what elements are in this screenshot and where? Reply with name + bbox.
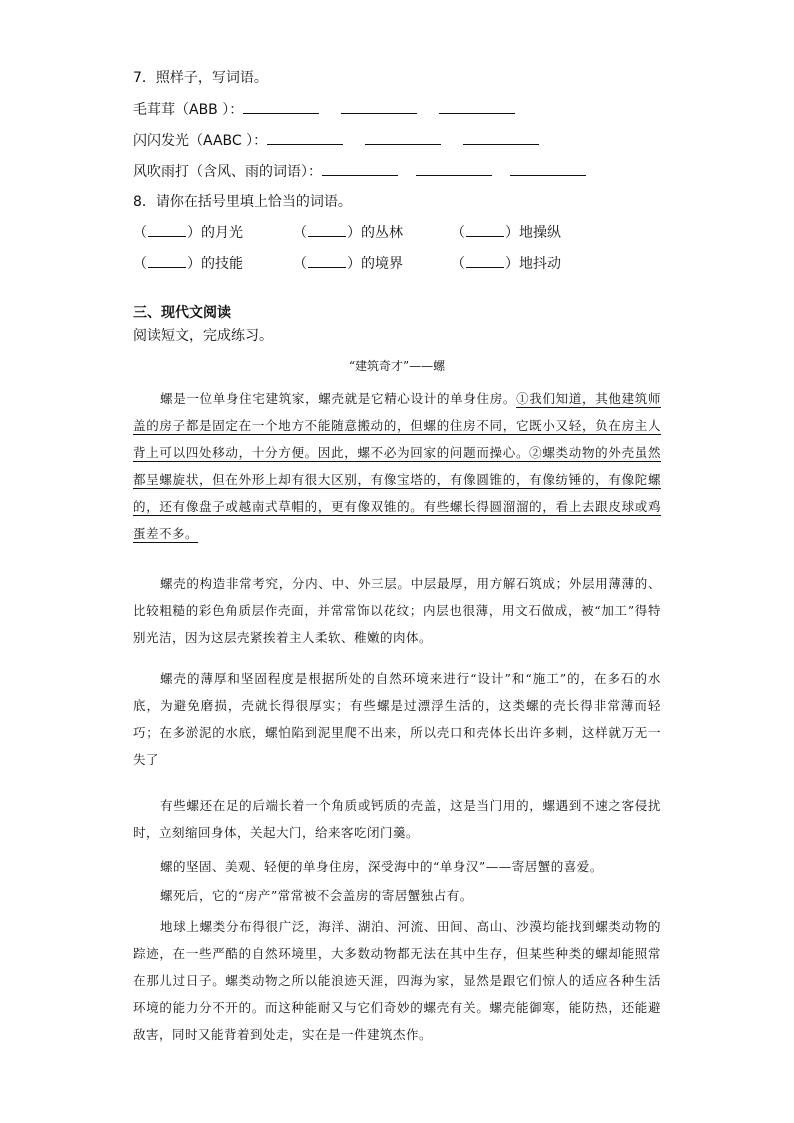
q7-row-label: 闪闪发光（AABC ）： — [133, 133, 268, 149]
article-paragraph-7: 地球上螺类分布得很广泛，海洋、湖泊、河流、田间、高山、沙漠均能找到螺类动物的踪迹，在一些严酷的自然环境里，大多数动物都无法在其中生存，但某些种类的螺却能照常在那儿过日子。螺类动物之所以能浪迹天涯，四海为家，显然是跟它们惊人的适应各种生活环境的能力分不开的。而这种能耐又与它们奇妙的螺壳有关。螺壳能御寒，能防热，还能避敌害，同时又能背着到处走，实在是一件建筑杰作。 — [133, 919, 661, 1042]
q8-item: （ ）的境界 — [293, 256, 403, 272]
article-paragraph-2: 螺壳的构造非常考究，分内、中、外三层。中层最厚，用方解石筑成；外层用薄薄的、比较粗糙的彩色角质层作壳面，并常常饰以花纹；内层也很薄，用文石做成，被“加工”得特别光洁，因为这层壳紧挨着主人柔软、稚嫩的肉体。 — [133, 576, 661, 645]
paren-blank[interactable] — [308, 223, 346, 237]
underlined-passage: ①我们知道，其他建筑师盖的房子都是固定在一个地方不能随意搬动的，但螺的住房不同，它既小又轻，负在房主人背上可以四处移动，十分方便。因此，螺不必为回家的问题而操心。②螺类动物的外壳虽然都呈螺旋状，但在外形上却有很大区别，有像宝塔的，有像圆锥的，有像纺锤的，有像陀螺的，还有像盘子或越南式草帽的，更有像双锥的。有些螺长得圆溜溜的，看上去跟皮球或鸡蛋差不多。 — [133, 391, 661, 541]
q8-item: （ ）的技能 — [133, 256, 243, 272]
q8-item: （ ）地操纵 — [451, 225, 561, 241]
paren-blank[interactable] — [466, 223, 504, 237]
q7-title: 7．照样子，写词语。 — [133, 70, 268, 86]
answer-blank[interactable] — [243, 99, 319, 114]
paren-blank[interactable] — [466, 254, 504, 268]
q7-row-wind-rain — [133, 161, 586, 182]
q8-title: 8．请你在括号里填上恰当的词语。 — [133, 194, 352, 210]
answer-blank[interactable] — [267, 130, 343, 145]
section-instruction: 阅读短文，完成练习。 — [133, 328, 273, 344]
q8-item: （ ）的丛林 — [293, 225, 403, 241]
q7-row-aabc — [133, 130, 539, 151]
answer-blank[interactable] — [510, 161, 586, 176]
paren-blank[interactable] — [148, 254, 186, 268]
q8-item: （ ）地抖动 — [451, 256, 561, 272]
answer-blank[interactable] — [439, 99, 515, 114]
q7-row-label: 风吹雨打（含风、雨的词语）： — [133, 164, 322, 180]
paren-blank[interactable] — [308, 254, 346, 268]
answer-blank[interactable] — [341, 99, 417, 114]
section-title: 三、现代文阅读 — [133, 305, 231, 321]
answer-blank[interactable] — [463, 130, 539, 145]
q7-row-abb — [133, 99, 515, 120]
q8-item: （ ）的月光 — [133, 225, 243, 241]
article-paragraph-1: 螺是一位单身住宅建筑家，螺壳就是它精心设计的单身住房。①我们知道，其他建筑师盖的房子都是固定在一个地方不能随意搬动的，但螺的住房不同，它既小又轻，负在房主人背上可以四处移动，十分方便。因此，螺不必为回家的问题而操心。②螺类动物的外壳虽然都呈螺旋状，但在外形上却有很大区别，有像宝塔的，有像圆锥的，有像纺锤的，有像陀螺的，还有像盘子或越南式草帽的，更有像双锥的。有些螺长得圆溜溜的，看上去跟皮球或鸡蛋差不多。 — [133, 391, 661, 541]
article-paragraph-6: 螺死后，它的“房产”常常被不会盖房的寄居蟹独占有。 — [160, 888, 473, 903]
answer-blank[interactable] — [365, 130, 441, 145]
answer-blank[interactable] — [322, 161, 398, 176]
q7-row-label: 毛茸茸（ABB ）： — [133, 102, 244, 118]
article-paragraph-4: 有些螺还在足的后端长着一个角质或钙质的壳盖，这是当门用的，螺遇到不速之客侵扰时，立刻缩回身体，关起大门，给来客吃闭门羹。 — [133, 798, 661, 840]
article-title: “建筑奇才”——螺 — [348, 359, 446, 373]
paren-blank[interactable] — [148, 223, 186, 237]
article-paragraph-5: 螺的坚固、美观、轻便的单身住房，深受海中的“单身汉”——寄居蟹的喜爱。 — [160, 859, 603, 874]
answer-blank[interactable] — [416, 161, 492, 176]
article-paragraph-3: 螺壳的薄厚和坚固程度是根据所处的自然环境来进行“设计”和“施工”的，在多石的水底，为避免磨损，壳就长得很厚实；有些螺是过漂浮生活的，这类螺的壳长得非常薄而轻巧；在多淤泥的水底，螺怕陷到泥里爬不出来，所以壳口和壳体长出许多刺，这样就万无一失了 — [133, 671, 661, 767]
